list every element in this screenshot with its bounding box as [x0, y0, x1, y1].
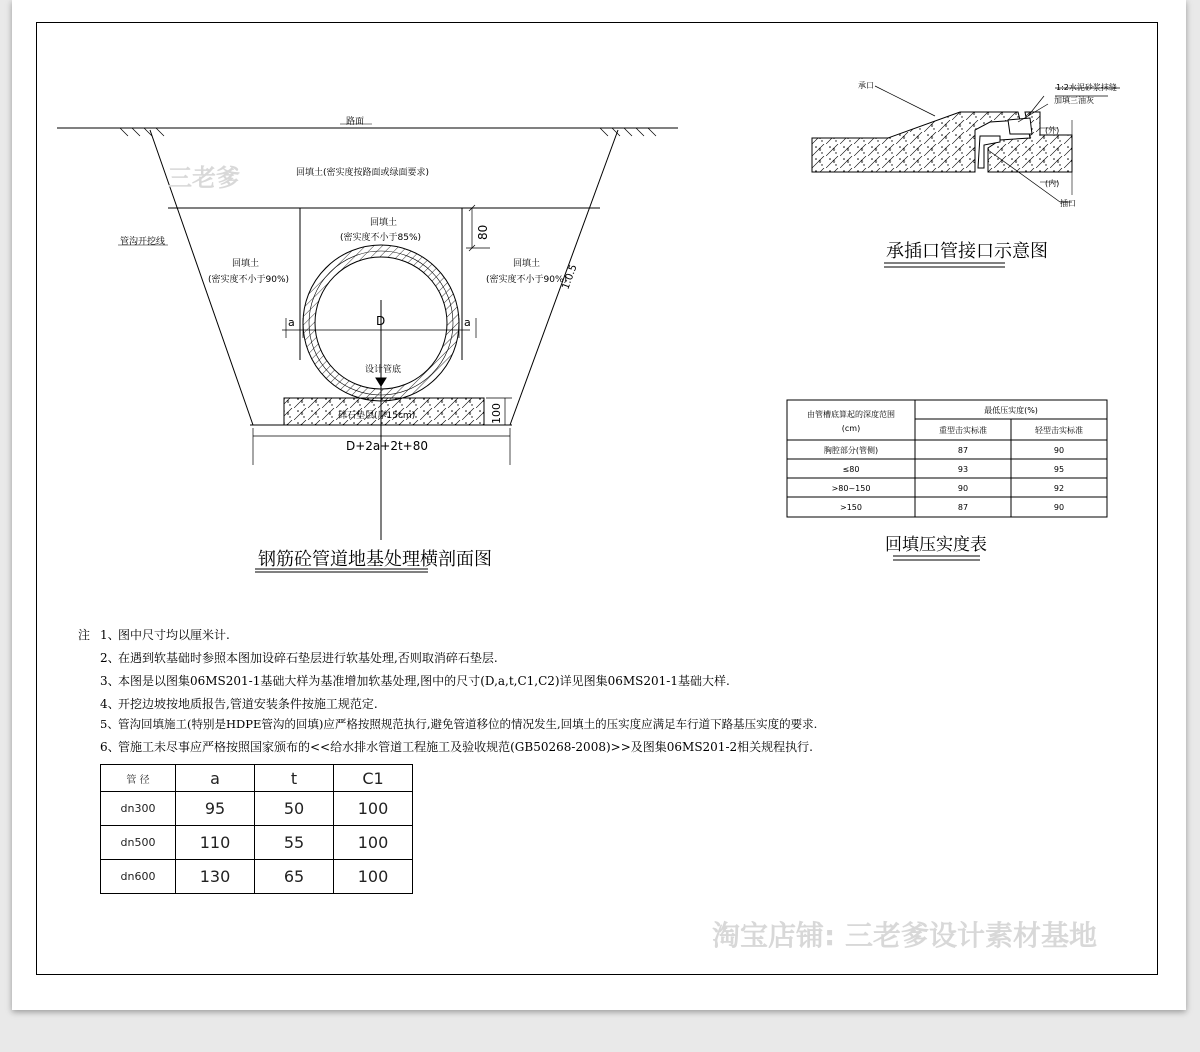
note-text: 开挖边坡按地质报告,管道安装条件按施工规范定.	[118, 697, 378, 711]
right-backfill-label: 回填土	[513, 259, 541, 269]
note-item	[100, 716, 817, 732]
note-item	[100, 695, 378, 712]
header-a: a	[176, 765, 255, 792]
pipe-size-table	[100, 764, 413, 894]
dim-80: 80	[476, 224, 490, 240]
mortar-label: 1:2水泥砂浆抹缝	[1056, 83, 1117, 92]
ground-hatch	[120, 128, 656, 136]
cell-a: 110	[176, 826, 255, 860]
gravel-base-label: 碎石垫层(厚15cm)	[338, 411, 416, 421]
note-text: 图中尺寸均以厘米计.	[118, 628, 230, 642]
compaction-row-range: ≤80	[842, 465, 860, 474]
cross-section-title: 钢筋砼管道地基处理横剖面图	[258, 549, 492, 570]
note-number: 1、	[100, 628, 120, 642]
cell-dn: dn300	[101, 792, 176, 826]
compaction-heavy-header: 重型击实标准	[939, 426, 987, 435]
header-t: t	[255, 765, 334, 792]
design-invert-label: 设计管底	[365, 365, 402, 375]
dim-100: 100	[490, 403, 503, 424]
spigot-label: 插口	[1060, 199, 1076, 208]
note-text: 管施工未尽事应严格按照国家颁布的<<给水排水管道工程施工及验收规范(GB50268-2008)>>及图集06MS201-2相关规程执行.	[118, 740, 813, 754]
note-number: 2、	[100, 651, 120, 665]
note-item	[100, 738, 813, 755]
header-pipe-diameter: 管 径	[101, 765, 176, 792]
compaction-row-light: 95	[1053, 465, 1065, 474]
rubber-label: 加填三油灰	[1054, 96, 1094, 105]
note-text: 管沟回填施工(特别是HDPE管沟的回填)应严格按照规范执行,避免管道移位的情况发生,回填土的压实度应满足车行道下路基压实度的要求.	[118, 717, 818, 731]
compaction-group-header: 最低压实度(%)	[984, 406, 1038, 415]
ground-label: 路面	[346, 117, 365, 127]
middle-density-label: (密实度不小于85%)	[340, 233, 422, 243]
notes-label: 注	[78, 628, 91, 642]
watermark-small: 三老爹	[168, 164, 240, 192]
cell-dn: dn600	[101, 860, 176, 894]
middle-backfill-label: 回填土	[370, 218, 398, 228]
left-backfill-label: 回填土	[232, 259, 260, 269]
outside-label: (外)	[1045, 126, 1060, 135]
compaction-col1-header: 由管槽底算起的深度范围	[807, 410, 895, 419]
table-row	[101, 826, 413, 860]
top-backfill-label: 回填土(密实度按路面或绿面要求)	[296, 168, 430, 178]
cell-c1: 100	[334, 826, 413, 860]
compaction-col1-unit: (cm)	[841, 424, 861, 433]
note-number: 3、	[100, 674, 120, 688]
cell-a: 95	[176, 792, 255, 826]
excavation-line-label: 管沟开挖线	[120, 237, 166, 247]
compaction-light-header: 轻型击实标准	[1035, 426, 1083, 435]
compaction-row-range: >150	[840, 503, 862, 512]
compaction-row-range: >80~150	[831, 484, 871, 493]
note-item	[100, 649, 498, 666]
cross-section	[57, 124, 678, 572]
note-item	[100, 626, 230, 643]
left-density-label: (密实度不小于90%)	[208, 275, 290, 285]
inside-label: (内)	[1045, 179, 1060, 188]
compaction-row-heavy: 87	[957, 503, 969, 512]
cell-a: 130	[176, 860, 255, 894]
note-text: 本图是以图集06MS201-1基础大样为基准增加软基处理,图中的尺寸(D,a,t,C1,C2)详见图集06MS201-1基础大样.	[118, 674, 730, 688]
note-number: 6、	[100, 740, 120, 754]
note-number: 5、	[100, 717, 119, 731]
cell-c1: 100	[334, 792, 413, 826]
bottom-width-label: D+2a+2t+80	[346, 439, 429, 453]
watermark-large: 淘宝店铺: 三老爹设计素材基地	[712, 919, 1097, 952]
compaction-table-text	[807, 405, 1083, 555]
compaction-row-light: 92	[1053, 484, 1065, 493]
cell-dn: dn500	[101, 826, 176, 860]
cell-t: 55	[255, 826, 334, 860]
note-item	[100, 672, 730, 689]
note-number: 4、	[100, 697, 120, 711]
compaction-row-light: 90	[1053, 503, 1065, 512]
socket-label: 承口	[858, 81, 874, 90]
table-header-row	[101, 765, 413, 792]
compaction-row-light: 90	[1053, 446, 1065, 455]
cell-c1: 100	[334, 860, 413, 894]
table-row	[101, 792, 413, 826]
joint-detail	[812, 86, 1120, 267]
compaction-row-heavy: 90	[957, 484, 969, 493]
compaction-title: 回填压实度表	[885, 535, 987, 555]
dim-D: D	[376, 314, 386, 328]
slope-label: 1:0.5	[560, 263, 580, 292]
compaction-row-heavy: 93	[957, 465, 969, 474]
cell-t: 50	[255, 792, 334, 826]
joint-title: 承插口管接口示意图	[886, 241, 1048, 262]
compaction-row-heavy: 87	[957, 446, 969, 455]
note-text: 在遇到软基础时参照本图加设碎石垫层进行软基处理,否则取消碎石垫层.	[118, 651, 498, 665]
dim-a-left: a	[288, 316, 295, 329]
cell-t: 65	[255, 860, 334, 894]
table-row	[101, 860, 413, 894]
dim-a-right: a	[464, 316, 471, 329]
right-density-label: (密实度不小于90%)	[486, 275, 568, 285]
compaction-row-range: 胸腔部分(管侧)	[823, 446, 879, 455]
header-c1: C1	[334, 765, 413, 792]
